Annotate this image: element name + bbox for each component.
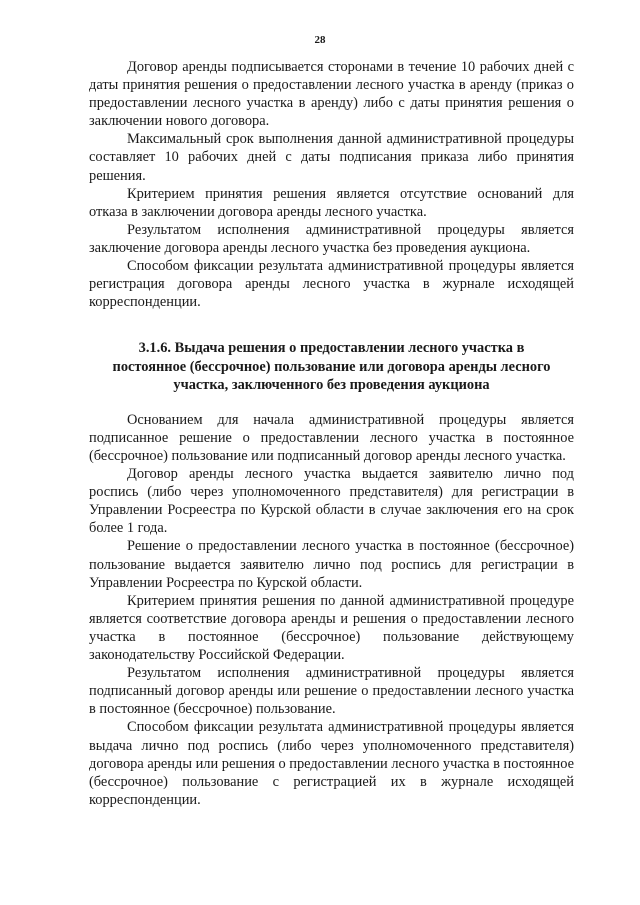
document-body (89, 58, 574, 809)
paragraph-procedure-result: Результатом исполнения административной процедуры является заключение договора аренды лесного участка без проведения аукциона. (89, 221, 574, 256)
paragraph-result-recording-method: Способом фиксации результата административной процедуры является регистрация договора аренды лесного участка в журнале исходящей корреспонденции. (89, 258, 574, 311)
section-heading-3-1-6 (89, 339, 574, 395)
paragraph-lease-signing-term: Договор аренды подписывается сторонами в течение 10 рабочих дней с даты принятия решения о предоставлении лесного участка в аренду (приказ о предоставлении лесного участка в аренду) либо с даты принятия решения о заключении нового договора. (89, 59, 574, 130)
paragraph-issuance-result: Результатом исполнения административной процедуры является подписанный договор аренды или решение о предоставлении лесного участка в постоянное (бессрочное) пользование. (89, 665, 574, 718)
paragraph-decision-issuance: Решение о предоставлении лесного участка в постоянное (бессрочное) пользование выдается заявителю лично под роспись для регистрации в Управлении Росреестра по Курской области. (89, 538, 574, 591)
paragraph-issuance-recording-method: Способом фиксации результата административной процедуры является выдача лично под роспись (либо через уполномоченного представителя) договора аренды или решения о предоставлении лесного участка в постоянное (бессрочное) пользование с регистрацией их в журнале исходящей корреспонденции. (89, 719, 574, 808)
paragraph-procedure-basis: Основанием для начала административной процедуры является подписанное решение о предоставлении лесного участка в постоянное (бессрочное) пользование или подписанный договор аренды лесного участка. (89, 411, 574, 464)
paragraph-max-duration: Максимальный срок выполнения данной административной процедуры составляет 10 рабочих дней с даты подписания приказа либо принятия решения. (89, 131, 574, 184)
section-heading-line: постоянное (бессрочное) пользование или договора аренды лесного (112, 358, 551, 375)
section-heading-line: 3.1.6. Выдача решения о предоставлении лесного участка в (138, 340, 525, 357)
paragraph-decision-criterion: Критерием принятия решения является отсутствие оснований для отказа в заключении договора аренды лесного участка. (89, 185, 574, 220)
section-heading-line: участка, заключенного без проведения аукциона (173, 377, 490, 394)
page-number: 28 (314, 34, 326, 46)
paragraph-lease-issuance: Договор аренды лесного участка выдается заявителю лично под роспись (либо через уполномоченного представителя) для регистрации в Управлении Росреестра по Курской области в случае заключения его на срок более 1 года. (89, 466, 574, 537)
paragraph-compliance-criterion: Критерием принятия решения по данной административной процедуре является соответствие договора аренды и решения о предоставлении лесного участка в постоянное (бессрочное) пользование действующему законодательству Российской Федерации. (89, 592, 574, 664)
